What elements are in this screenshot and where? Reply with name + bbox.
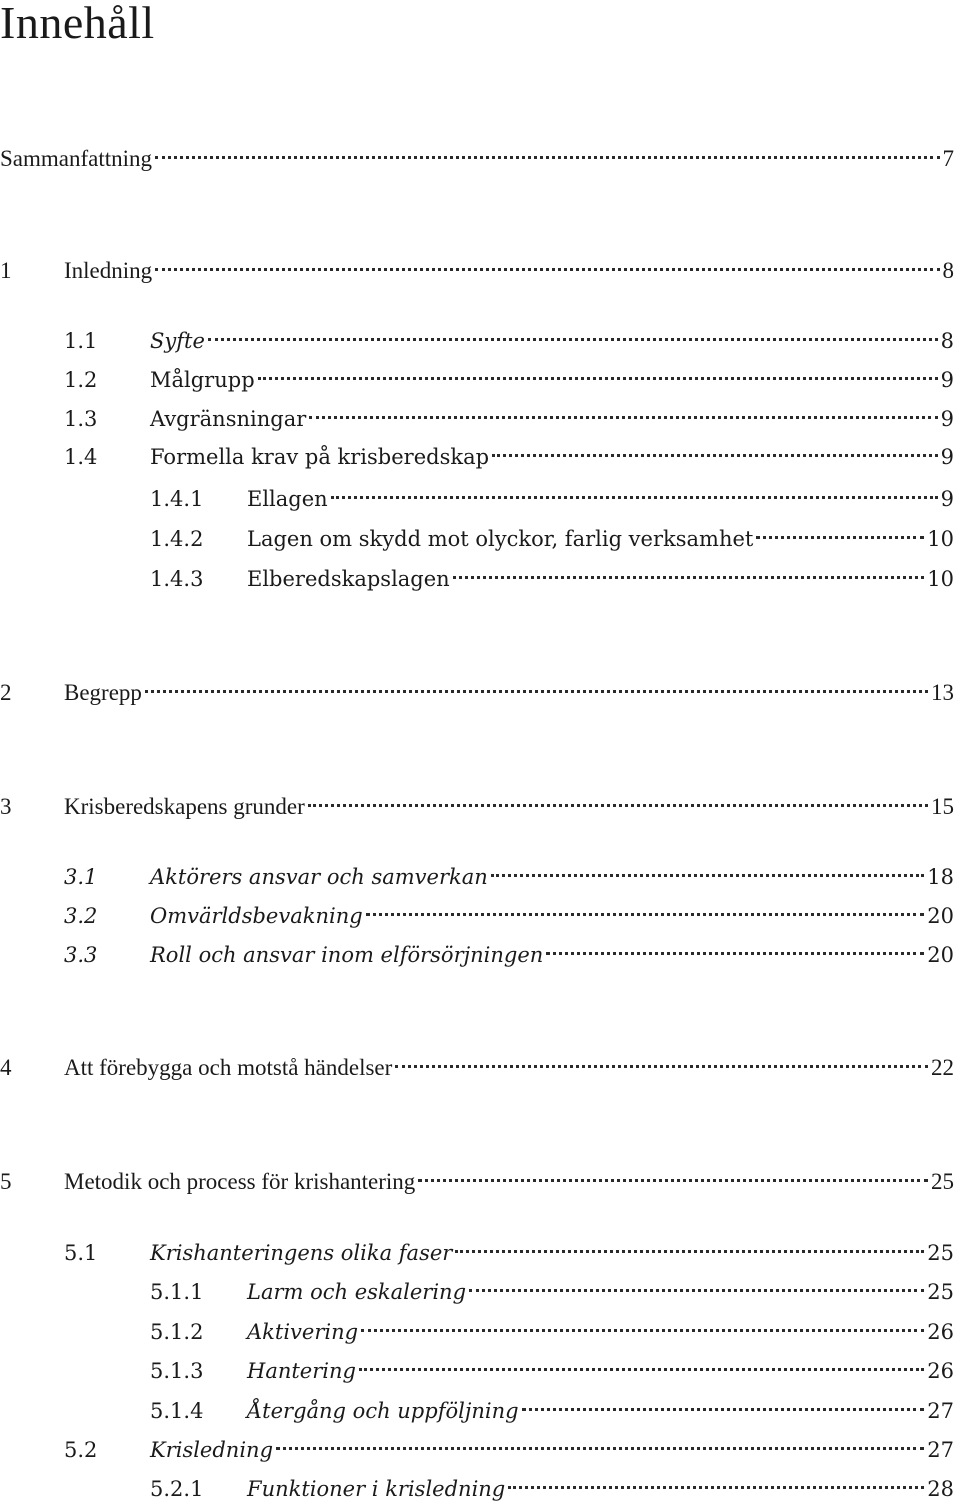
toc-dot-leader [492, 434, 938, 464]
toc-page-number: 8 [942, 258, 954, 283]
toc-dot-leader [208, 318, 938, 348]
toc-page-number: 26 [927, 1320, 954, 1344]
toc-dot-leader [546, 932, 924, 962]
toc-entry-section[interactable] [64, 318, 954, 353]
toc-page-number: 15 [931, 794, 954, 819]
toc-dot-leader [508, 1466, 924, 1496]
toc-entry-section[interactable] [64, 357, 954, 392]
toc-entry-number: 1.4 [64, 445, 98, 469]
toc-dot-leader [453, 556, 925, 586]
toc-dot-leader [756, 516, 924, 546]
toc-entry-text: Att förebygga och motstå händelser [64, 1055, 393, 1080]
toc-entry-text: Aktivering [247, 1320, 359, 1344]
toc-page-number: 9 [940, 487, 954, 511]
toc-dot-leader [395, 1045, 928, 1075]
toc-page-number: 9 [940, 445, 954, 469]
toc-entry-text: Hantering [247, 1359, 356, 1383]
toc-entry-number: 3.2 [64, 904, 98, 928]
toc-entry-text: Omvärldsbevakning [150, 904, 363, 928]
toc-dot-leader [331, 476, 938, 506]
toc-page-number: 28 [927, 1477, 954, 1501]
toc-page-number: 20 [927, 904, 954, 928]
toc-entry-text: Elberedskapslagen [247, 567, 450, 591]
toc-page-number: 20 [927, 943, 954, 967]
toc-dot-leader [309, 396, 937, 426]
toc-dot-leader [455, 1230, 924, 1260]
toc-page-number: 25 [931, 1169, 954, 1194]
toc-page-number: 22 [931, 1055, 954, 1080]
toc-dot-leader [155, 248, 939, 278]
toc-page-number: 26 [927, 1359, 954, 1383]
toc-page-number: 27 [927, 1399, 954, 1423]
toc-entry-section[interactable] [64, 1230, 954, 1265]
toc-entry-number: 2 [0, 680, 12, 705]
toc-entry-subsection[interactable] [150, 1388, 954, 1423]
toc-entry-text: Inledning [64, 258, 153, 283]
toc-entry-text: Lagen om skydd mot olyckor, farlig verksamhet [247, 527, 754, 551]
toc-entry-text: Metodik och process för krishantering [64, 1169, 416, 1194]
toc-entry-section[interactable] [64, 854, 954, 889]
toc-entry-subsection[interactable] [150, 556, 954, 591]
toc-page-number: 27 [927, 1438, 954, 1462]
toc-entry-text: Begrepp [64, 680, 142, 705]
toc-entry-section[interactable] [64, 434, 954, 469]
toc-entry-subsection[interactable] [150, 1269, 954, 1304]
toc-entry-section[interactable] [64, 396, 954, 431]
toc-entry-text: Syfte [150, 329, 205, 353]
toc-entry-number: 1.4.3 [150, 567, 204, 591]
toc-entry-number: 5.2.1 [150, 1477, 204, 1501]
toc-entry-text: Aktörers ansvar och samverkan [150, 865, 488, 889]
toc-entry-number: 1.4.2 [150, 527, 204, 551]
toc-entry-number: 4 [0, 1055, 12, 1080]
toc-entry-subsection[interactable] [150, 476, 954, 511]
toc-entry-chapter[interactable] [0, 1045, 954, 1080]
toc-page-number: 25 [927, 1280, 954, 1304]
toc-entry-text: Sammanfattning [0, 146, 153, 171]
toc-dot-leader [469, 1269, 924, 1299]
toc-page-number: 18 [927, 865, 954, 889]
toc-entry-subsection[interactable] [150, 1348, 954, 1383]
toc-dot-leader [359, 1348, 924, 1378]
toc-dot-leader [258, 357, 938, 387]
toc-page-number: 25 [927, 1241, 954, 1265]
page-title: Innehåll [0, 0, 155, 48]
toc-entry-text: Krisledning [150, 1438, 274, 1462]
toc-page-number: 7 [942, 146, 954, 171]
toc-dot-leader [491, 854, 925, 884]
toc-entry-number: 3.3 [64, 943, 98, 967]
toc-dot-leader [418, 1159, 928, 1189]
toc-entry-text: Funktioner i krisledning [247, 1477, 506, 1501]
toc-entry-text: Krisberedskapens grunder [64, 794, 305, 819]
toc-entry-chapter[interactable] [0, 1159, 954, 1194]
toc-page-number: 9 [940, 368, 954, 392]
toc-entry-subsection[interactable] [150, 516, 954, 551]
toc-entry-chapter[interactable] [0, 670, 954, 705]
toc-page-number: 10 [927, 527, 954, 551]
toc-dot-leader [145, 670, 928, 700]
toc-entry-number: 5.2 [64, 1438, 98, 1462]
toc-page-number: 9 [940, 407, 954, 431]
toc-entry-number: 5 [0, 1169, 12, 1194]
toc-entry-subsection[interactable] [150, 1466, 954, 1501]
toc-dot-leader [522, 1388, 925, 1418]
toc-entry-number: 5.1.2 [150, 1320, 204, 1344]
toc-entry-number: 1 [0, 258, 12, 283]
toc-page-number: 10 [927, 567, 954, 591]
toc-entry-chapter[interactable] [0, 248, 954, 283]
toc-entry-section[interactable] [64, 893, 954, 928]
toc-entry-text: Roll och ansvar inom elförsörjningen [150, 943, 544, 967]
toc-dot-leader [361, 1309, 924, 1339]
toc-page-number: 13 [931, 680, 954, 705]
toc-dot-leader [366, 893, 925, 923]
toc-entry-number: 5.1 [64, 1241, 98, 1265]
toc-entry-number: 1.1 [64, 329, 98, 353]
toc-entry-text: Avgränsningar [150, 407, 307, 431]
toc-entry-text: Återgång och uppföljning [247, 1399, 519, 1423]
toc-entry-number: 5.1.1 [150, 1280, 204, 1304]
toc-entry-number: 1.2 [64, 368, 98, 392]
toc-entry-text: Formella krav på krisberedskap [150, 445, 490, 469]
toc-entry-number: 5.1.4 [150, 1399, 204, 1423]
toc-entry-number: 5.1.3 [150, 1359, 204, 1383]
toc-entry-text: Målgrupp [150, 368, 255, 392]
toc-dot-leader [276, 1427, 924, 1457]
toc-dot-leader [155, 136, 939, 166]
toc-page-number: 8 [940, 329, 954, 353]
toc-entry-number: 3.1 [64, 865, 98, 889]
toc-entry-subsection[interactable] [150, 1309, 954, 1344]
toc-dot-leader [308, 784, 928, 814]
toc-entry-text: Larm och eskalering [247, 1280, 467, 1304]
toc-entry-text: Krishanteringens olika faser [150, 1241, 453, 1265]
toc-entry-number: 1.3 [64, 407, 98, 431]
toc-entry-chapter[interactable] [0, 784, 954, 819]
toc-entry-number: 3 [0, 794, 12, 819]
toc-entry-sammanfattning[interactable] [0, 136, 954, 171]
toc-entry-section[interactable] [64, 932, 954, 967]
toc-entry-text: Ellagen [247, 487, 328, 511]
toc-entry-number: 1.4.1 [150, 487, 204, 511]
toc-entry-section[interactable] [64, 1427, 954, 1462]
